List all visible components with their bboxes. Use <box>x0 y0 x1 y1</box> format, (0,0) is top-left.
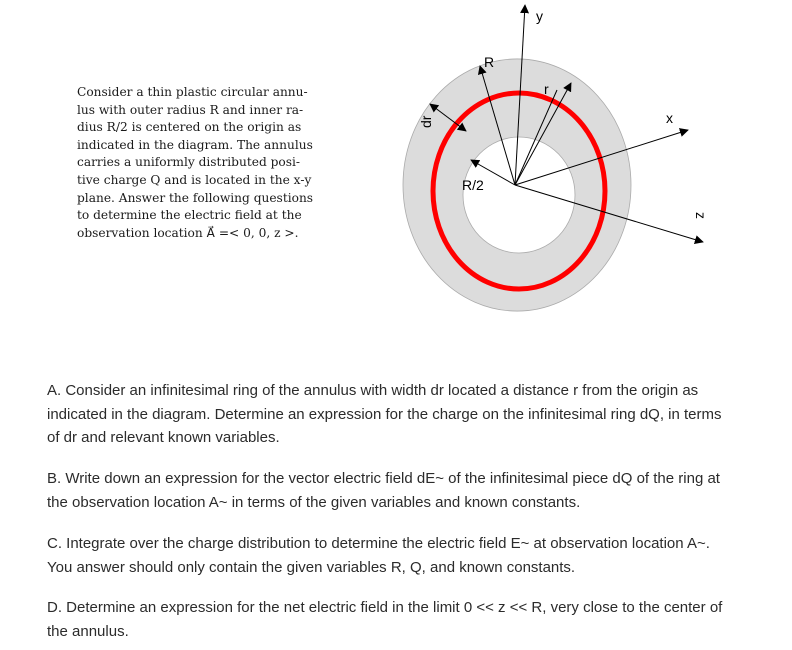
intro-line: observation location A⃗ =< 0, 0, z >. <box>77 225 299 240</box>
question-line: indicated in the diagram. Determine an expression for the charge on the infinitesimal ring dQ, in terms <box>47 405 722 423</box>
y-axis-label: y <box>536 8 543 24</box>
intro-line: dius R/2 is centered on the origin as <box>77 120 302 135</box>
question-line: You answer should only contain the given variables R, Q, and known constants. <box>47 558 576 576</box>
intro-line: lus with outer radius R and inner ra- <box>77 102 304 117</box>
intro-line: carries a uniformly distributed posi- <box>77 155 301 170</box>
question-b <box>47 467 775 514</box>
annulus-shape <box>403 59 631 311</box>
dr-label: dr <box>418 115 434 128</box>
annulus <box>403 59 631 311</box>
question-line: D. Determine an expression for the net electric field in the limit 0 << z << R, very close to the center of <box>47 599 723 616</box>
question-line: of dr and relevant known variables. <box>47 429 280 446</box>
question-line: B. Write down an expression for the vector electric field dE~ of the infinitesimal piece dQ of the ring at <box>47 470 720 487</box>
intro-line: tive charge Q and is located in the x-y <box>77 172 312 187</box>
question-line: the annulus. <box>47 622 129 640</box>
annulus-diagram <box>390 0 730 340</box>
intro-line: indicated in the diagram. The annulus <box>77 137 313 152</box>
question-line: A. Consider an infinitesimal ring of the annulus with width dr located a distance r from the origin as <box>47 382 699 399</box>
question-line: C. Integrate over the charge distribution to determine the electric field E~ at observation location A~. <box>47 535 710 552</box>
question-c <box>47 532 775 579</box>
radius-r-label: r <box>544 81 549 97</box>
intro-paragraph <box>77 84 327 242</box>
z-axis-label: z <box>693 212 709 219</box>
intro-line: plane. Answer the following questions <box>77 190 314 205</box>
question-a <box>47 379 775 450</box>
half-R-label: R/2 <box>462 177 484 193</box>
question-d <box>47 596 775 643</box>
question-line: the observation location A~ in terms of the given variables and known constants. <box>47 493 581 511</box>
intro-line: Consider a thin plastic circular annu- <box>77 85 308 99</box>
radius-R-label: R <box>484 54 495 70</box>
intro-line: to determine the electric field at the <box>77 208 302 223</box>
x-axis-label: x <box>666 110 673 126</box>
